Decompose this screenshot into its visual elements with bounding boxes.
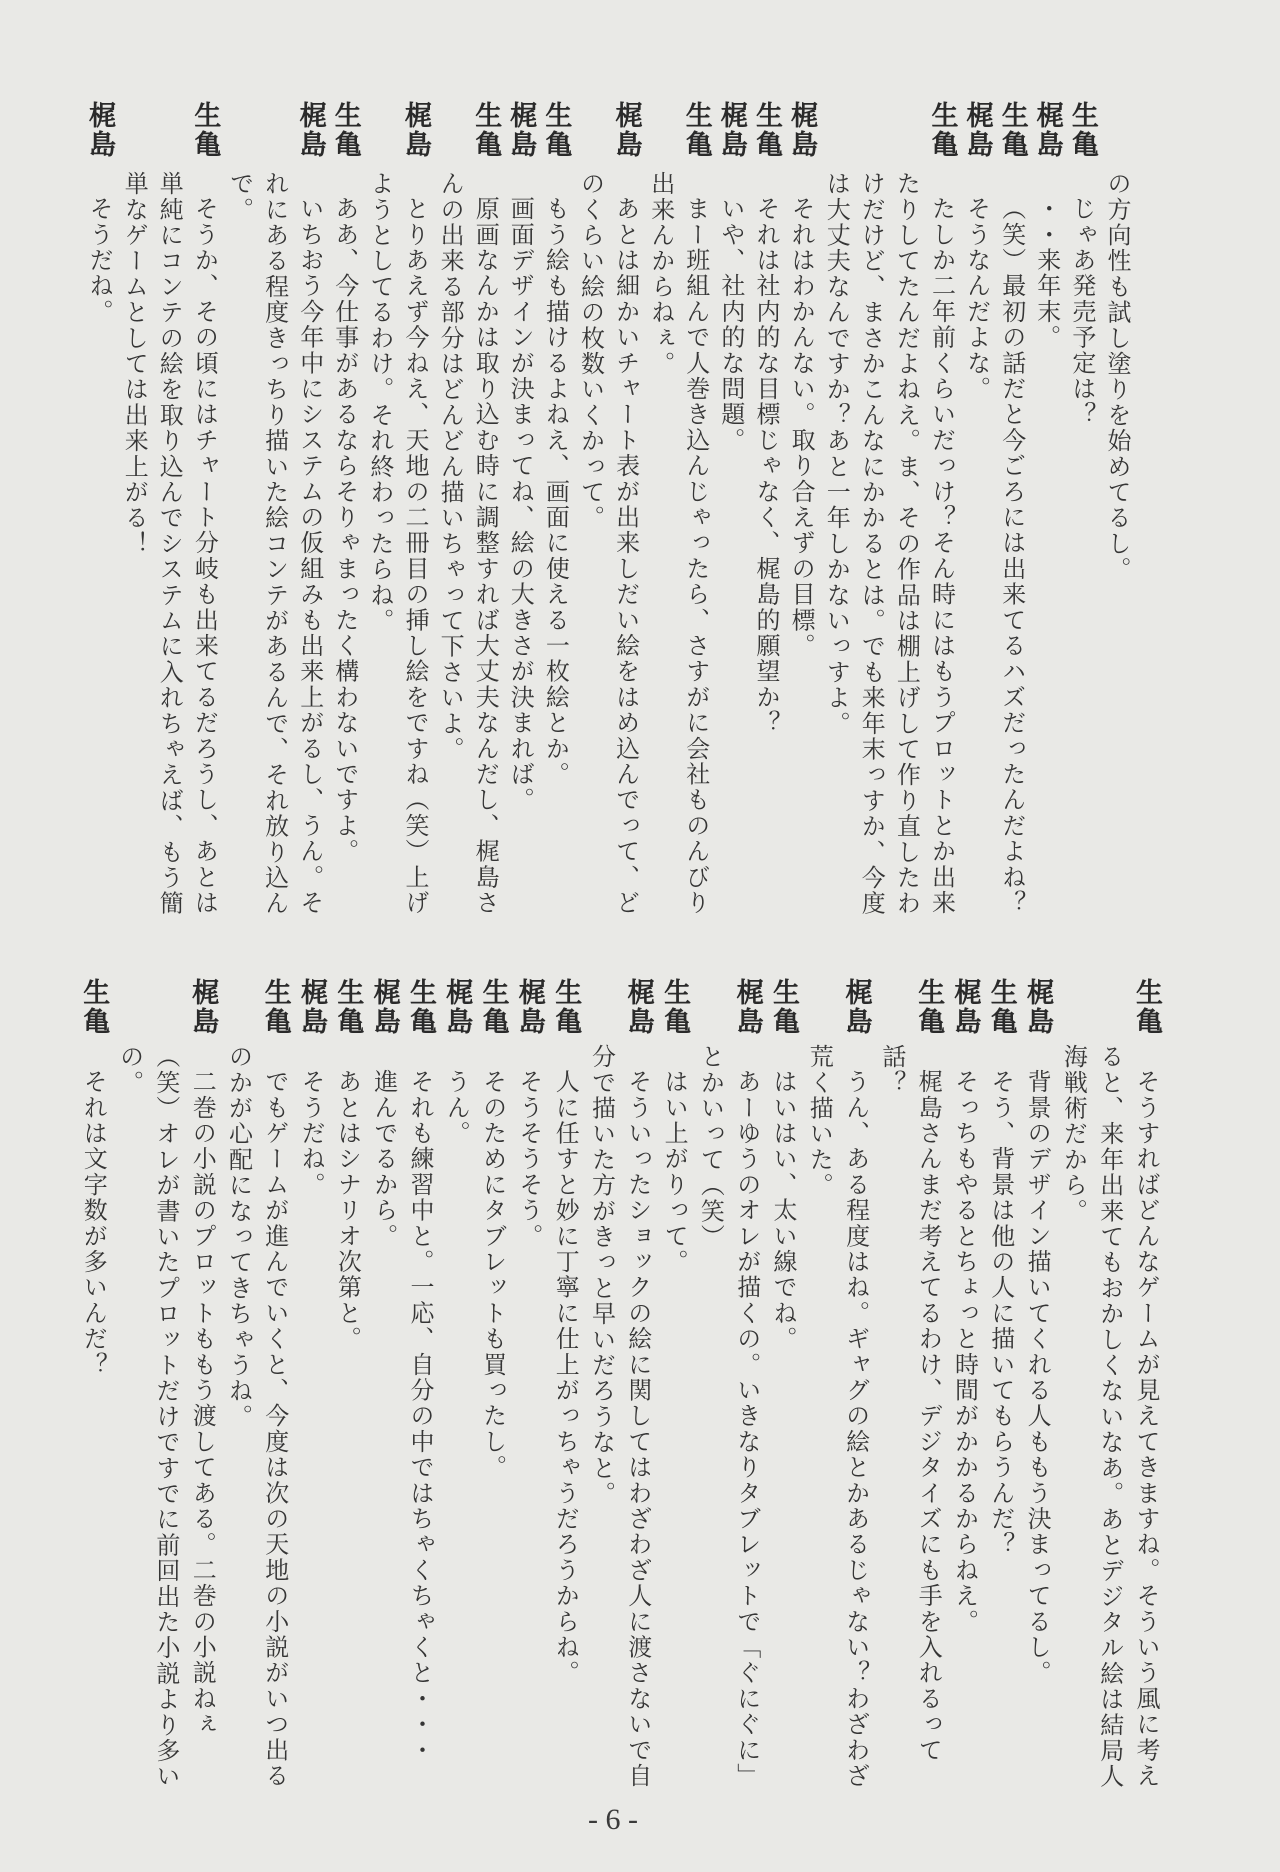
speaker-label: 梶島 [840, 978, 872, 1036]
dialogue-text: たしか二年前くらいだっけ？そん時にはもうプロットとか出来 [927, 196, 956, 916]
dialogue-text: れにある程度きっちり描いた絵コンテがあるんで、それ放り込ん [260, 171, 289, 917]
speaker-label: 梶島 [622, 978, 654, 1036]
speaker-label: 梶島 [400, 101, 431, 159]
dialogue-line [257, 978, 293, 1789]
dialogue-line [467, 101, 503, 916]
dialogue-line [1055, 978, 1091, 1778]
dialogue-text: の方向性も試し塗りを始めてるし。 [1103, 171, 1131, 583]
speaker-label: 生亀 [550, 978, 582, 1036]
speaker-label: 梶島 [786, 101, 818, 159]
dialogue-text: そうか、その頃にはチャート分岐も出来てるだろうし、あとは [190, 196, 219, 916]
dialogue-line [221, 978, 257, 1778]
dialogue-line [112, 978, 148, 1778]
dialogue-text: うん。 [442, 1069, 471, 1147]
dialogue-line [838, 978, 874, 1789]
dialogue-text: あとは細かいチャート表が出来しだい絵をはめ込んでって、ど [611, 196, 640, 916]
dialogue-line [573, 101, 609, 901]
speaker-label: 梶島 [368, 978, 400, 1036]
dialogue-text: 進んでるから。 [369, 1069, 398, 1249]
dialogue-line [1064, 101, 1100, 901]
dialogue-text: 二巻の小説のプロットももう渡してある。二巻の小説ねぇ [188, 1069, 217, 1738]
dialogue-line [547, 978, 583, 1778]
speaker-label: 生亀 [985, 978, 1017, 1036]
dialogue-line [678, 101, 714, 916]
dialogue-text: 海戦術だから。 [1059, 1044, 1088, 1224]
dialogue-text: そうそうそう。 [514, 1069, 543, 1249]
dialogue-text: んの出来る部分はどんどん描いちゃって下さいよ。 [436, 171, 465, 763]
speaker-label: 梶島 [961, 101, 993, 159]
dialogue-text: ようとしてるわけ。それ終わったらね。 [365, 171, 394, 634]
dialogue-line [148, 978, 184, 1790]
dialogue-text: うん、ある程度はね。ギャグの絵とかあるじゃない？わざわざ [841, 1069, 870, 1789]
dialogue-line [1092, 978, 1128, 1790]
speaker-label: 生亀 [659, 978, 691, 1036]
speaker-label: 生亀 [259, 978, 291, 1036]
speaker-label: 梶島 [610, 101, 642, 159]
dialogue-line [874, 978, 910, 1778]
dialogue-line [81, 101, 117, 901]
dialogue-text: そうすればどんなゲームが見えてきますね。そういう風に考え [1132, 1069, 1160, 1789]
dialogue-text: あとはシナリオ次第と。 [333, 1069, 362, 1352]
dialogue-line [184, 978, 220, 1778]
dialogue-text: （笑）オレが書いたプロットだけですでに前回出た小説より多い [151, 1044, 180, 1790]
dialogue-line [362, 101, 398, 901]
dialogue-text: のくらい絵の枚数いくかって。 [576, 171, 605, 531]
dialogue-line [257, 101, 293, 917]
dialogue-text: じゃあ発売予定は？ [1067, 196, 1096, 428]
dialogue-text: 単純にコンテの絵を取り込んでシステムに入れちゃえば、もう簡 [155, 171, 184, 917]
dialogue-line [959, 101, 995, 901]
dialogue-text: それは文字数が多いんだ？ [79, 1069, 108, 1378]
dialogue-text: は大丈夫なんですか？あと一年しかないっすよ。 [822, 171, 851, 737]
dialogue-text: で。 [225, 171, 254, 223]
dialogue-text: それは社内的な目標じゃなく、梶島的願望か？ [752, 196, 780, 736]
dialogue-line [116, 101, 152, 901]
dialogue-line [75, 978, 111, 1778]
dialogue-line [994, 101, 1030, 916]
dialogue-text: そう、背景は他の人に描いてもらうんだ？ [986, 1069, 1015, 1558]
dialogue-text: はいはい、太い線でね。 [769, 1069, 797, 1352]
dialogue-line [475, 978, 511, 1778]
speaker-label: 梶島 [949, 978, 981, 1036]
dialogue-line [643, 101, 679, 901]
dialogue-line [366, 978, 402, 1778]
dialogue-line [186, 101, 222, 916]
dialogue-line [502, 101, 538, 901]
dialogue-line [397, 101, 433, 916]
dialogue-text: とりあえず今ねえ、天地の二冊目の挿し絵をですね（笑）上げ [401, 196, 429, 916]
dialogue-line [713, 101, 749, 901]
dialogue-line [748, 101, 784, 901]
dialogue-line [1128, 978, 1164, 1789]
speaker-label: 生亀 [680, 101, 712, 159]
dialogue-text: そのためにタブレットも買ったし。 [478, 1069, 507, 1481]
dialogue-line [765, 978, 801, 1778]
dialogue-line [656, 978, 692, 1778]
page-number: - 6 - [588, 1803, 638, 1836]
dialogue-line [801, 978, 837, 1778]
speaker-label: 生亀 [768, 978, 799, 1036]
dialogue-line [292, 101, 328, 916]
speaker-label: 生亀 [751, 101, 782, 159]
dialogue-line [402, 978, 438, 1778]
speaker-label: 生亀 [996, 101, 1028, 159]
dialogue-text: まー班組んで人巻き込んじゃったら、さすがに会社ものんびり [681, 196, 710, 916]
dialogue-text: たりしてたんだよねえ。ま、その作品は棚上げして作り直したわ [892, 171, 921, 917]
dialogue-text: それも練習中と。一応、自分の中ではちゃくちゃくと・・・ [406, 1069, 434, 1763]
dialogue-line [511, 978, 547, 1778]
dialogue-line [924, 101, 960, 916]
dialogue-text: いちおう今年中にシステムの仮組みも出来上がるし、うん。そ [295, 196, 324, 916]
dialogue-text: とかいって（笑） [696, 1044, 725, 1250]
dialogue-line [584, 978, 620, 1778]
dialogue-text: の。 [115, 1044, 144, 1096]
speaker-label: 梶島 [1022, 978, 1054, 1036]
dialogue-text: 出来んからねぇ。 [646, 171, 675, 377]
dialogue-text: 荒く描いた。 [805, 1044, 834, 1199]
dialogue-line [151, 101, 187, 917]
dialogue-text: （笑）最初の話だと今ごろには出来てるハズだったんだよね？ [997, 196, 1026, 916]
dialogue-line [1019, 978, 1055, 1778]
speaker-label: 生亀 [332, 978, 364, 1036]
dialogue-line [729, 978, 765, 1789]
dialogue-text: 単なゲームとしては出来上がる！ [120, 171, 149, 557]
dialogue-line [1029, 101, 1065, 901]
dialogue-text: ・・来年末。 [1032, 196, 1061, 351]
speaker-label: 梶島 [187, 978, 219, 1036]
speaker-label: 梶島 [441, 978, 473, 1036]
dialogue-line [222, 101, 258, 901]
dialogue-text: あーゆうのオレが描くの。いきなりタブレットで「ぐにぐに」 [732, 1069, 761, 1789]
dialogue-line [293, 978, 329, 1778]
dialogue-text: 原画なんかは取り込む時に調整すれば大丈夫なんだし、梶島さ [471, 196, 500, 916]
speaker-label: 梶島 [505, 101, 537, 159]
dialogue-line [910, 978, 946, 1778]
dialogue-text: はい上がりって。 [660, 1069, 689, 1275]
dialogue-line [329, 978, 365, 1778]
speaker-label: 梶島 [513, 978, 545, 1036]
speaker-label: 生亀 [405, 978, 436, 1036]
dialogue-line [983, 978, 1019, 1778]
speaker-label: 生亀 [926, 101, 958, 159]
dialogue-line [537, 101, 573, 901]
dialogue-text: そういったショックの絵に関してはわざわざ人に渡さないで自 [623, 1069, 652, 1789]
dialogue-text: 画面デザインが決まってね、絵の大きさが決まれば。 [506, 196, 535, 813]
speaker-label: 梶島 [715, 101, 747, 159]
dialogue-line [620, 978, 656, 1789]
speaker-label: 梶島 [84, 101, 116, 159]
speaker-label: 生亀 [1066, 101, 1098, 159]
speaker-label: 梶島 [731, 978, 763, 1036]
speaker-label: 生亀 [329, 101, 361, 159]
speaker-label: 生亀 [189, 101, 221, 159]
speaker-label: 生亀 [477, 978, 509, 1036]
dialogue-text: そうだね。 [85, 196, 114, 325]
speaker-label: 生亀 [913, 978, 945, 1036]
dialogue-text: そうだね。 [297, 1069, 326, 1198]
dialogue-text: ああ、今仕事があるならそりゃまったく構わないですよ。 [330, 196, 359, 865]
dialogue-line [432, 101, 468, 901]
speaker-label: 生亀 [78, 978, 110, 1036]
dialogue-text: でもゲームが進んでいくと、今度は次の天地の小説がいつ出る [260, 1069, 289, 1789]
dialogue-line [438, 978, 474, 1778]
dialogue-line [608, 101, 644, 916]
dialogue-line [888, 101, 924, 917]
dialogue-line [327, 101, 363, 901]
dialogue-text: そうなんだよな。 [962, 196, 991, 402]
dialogue-line [692, 978, 728, 1778]
dialogue-text: 背景のデザイン描いてくれる人ももう決まってるし。 [1023, 1069, 1052, 1686]
dialogue-text: そっちもやるとちょっと時間がかかるからねえ。 [950, 1069, 979, 1635]
speaker-label: 生亀 [1131, 978, 1162, 1036]
dialogue-text: けだけど、まさかこんなにかかるとは。でも来年末っすか、今度 [857, 171, 886, 917]
dialogue-text: 梶島さんまだ考えてるわけ、デジタイズにも手を入れるって [914, 1069, 943, 1763]
dialogue-line [783, 101, 819, 901]
dialogue-text: もう絵も描けるよねえ、画面に使える一枚絵とか。 [541, 196, 570, 788]
dialogue-text: のかが心配になってきちゃうね。 [224, 1044, 253, 1430]
dialogue-line [818, 101, 854, 901]
dialogue-text: それはわかんない。取り合えずの目標。 [787, 196, 816, 659]
speaker-label: 梶島 [1031, 101, 1063, 159]
speaker-label: 生亀 [540, 101, 572, 159]
dialogue-text: 話？ [877, 1044, 906, 1096]
speaker-label: 梶島 [294, 101, 326, 159]
speaker-label: 生亀 [470, 101, 502, 159]
dialogue-text: 人に任すと妙に丁寧に仕上がっちゃうだろうからね。 [551, 1069, 580, 1686]
dialogue-line [853, 101, 889, 917]
dialogue-line [1099, 101, 1135, 901]
speaker-label: 梶島 [296, 978, 328, 1036]
dialogue-line [947, 978, 983, 1778]
dialogue-text: ると、来年出来てもおかしくないなあ。あとデジタル絵は結局人 [1095, 1044, 1124, 1790]
dialogue-text: いや、社内的な問題。 [716, 196, 745, 453]
dialogue-text: 分で描いた方がきっと早いだろうなと。 [587, 1044, 616, 1507]
